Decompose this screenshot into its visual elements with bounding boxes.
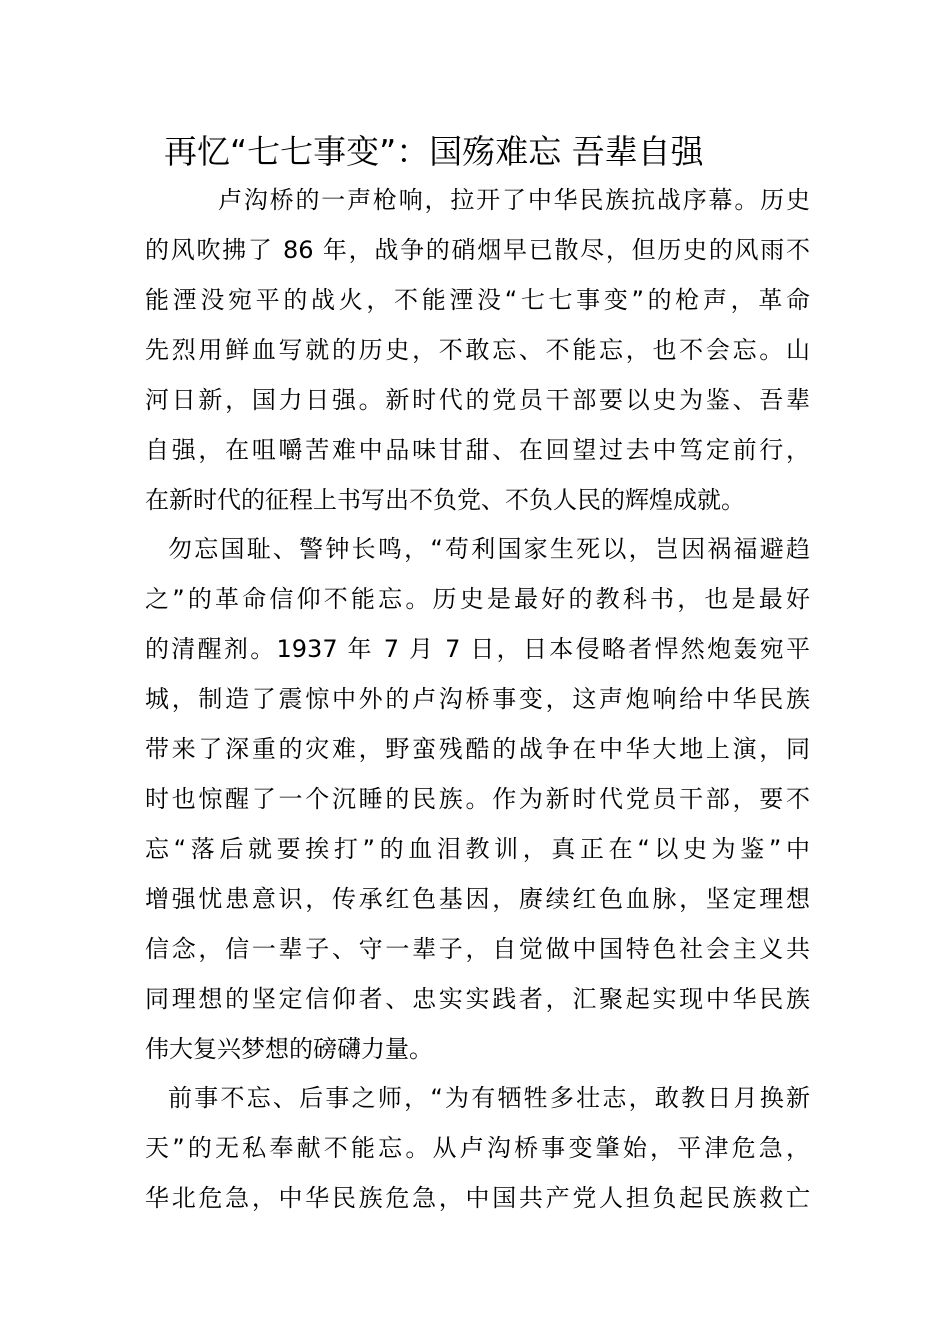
paragraph-line: 在新时代的征程上书写出不负党、不负人民的辉煌成就。 [145, 486, 745, 514]
document-title: 再忆“七七事变”：国殇难忘 吾辈自强 [164, 132, 704, 171]
paragraph-line: 华北危急，中华民族危急，中国共产党人担负起民族救亡 [145, 1184, 810, 1212]
paragraph-line: 带来了深重的灾难，野蛮残酷的战争在中华大地上演，同 [145, 735, 810, 763]
paragraph-line: 之”的革命信仰不能忘。历史是最好的教科书，也是最好 [145, 585, 810, 613]
paragraph-line: 忘“落后就要挨打”的血泪教训，真正在“以史为鉴”中 [145, 835, 810, 863]
paragraph-line: 城，制造了震惊中外的卢沟桥事变，这声炮响给中华民族 [145, 685, 810, 713]
paragraph-line: 自强，在咀嚼苦难中品味甘甜、在回望过去中笃定前行， [145, 436, 810, 464]
paragraph-line: 前事不忘、后事之师，“为有牺牲多壮志，敢教日月换新 [168, 1084, 810, 1112]
paragraph-line: 天”的无私奉献不能忘。从卢沟桥事变肇始，平津危急， [145, 1134, 810, 1162]
paragraph-line: 时也惊醒了一个沉睡的民族。作为新时代党员干部，要不 [145, 785, 810, 813]
paragraph-line: 河日新，国力日强。新时代的党员干部要以史为鉴、吾辈 [145, 386, 810, 414]
paragraph-line: 伟大复兴梦想的磅礴力量。 [145, 1035, 433, 1063]
paragraph-line: 同理想的坚定信仰者、忠实实践者，汇聚起实现中华民族 [145, 985, 810, 1013]
paragraph-line: 增强忧患意识，传承红色基因，赓续红色血脉，坚定理想 [145, 885, 810, 913]
paragraph-line: 卢沟桥的一声枪响，拉开了中华民族抗战序幕。历史 [218, 186, 810, 214]
paragraph-line: 能湮没宛平的战火，不能湮没“七七事变”的枪声，革命 [145, 286, 810, 314]
paragraph-line: 的风吹拂了 86 年，战争的硝烟早已散尽，但历史的风雨不 [145, 236, 810, 264]
paragraph-line: 的清醒剂。1937 年 7 月 7 日，日本侵略者悍然炮轰宛平 [145, 635, 810, 663]
paragraph-line: 信念，信一辈子、守一辈子，自觉做中国特色社会主义共 [145, 935, 810, 963]
paragraph-line: 勿忘国耻、警钟长鸣，“苟利国家生死以，岂因祸福避趋 [168, 535, 810, 563]
paragraph-line: 先烈用鲜血写就的历史，不敢忘、不能忘，也不会忘。山 [145, 336, 810, 364]
